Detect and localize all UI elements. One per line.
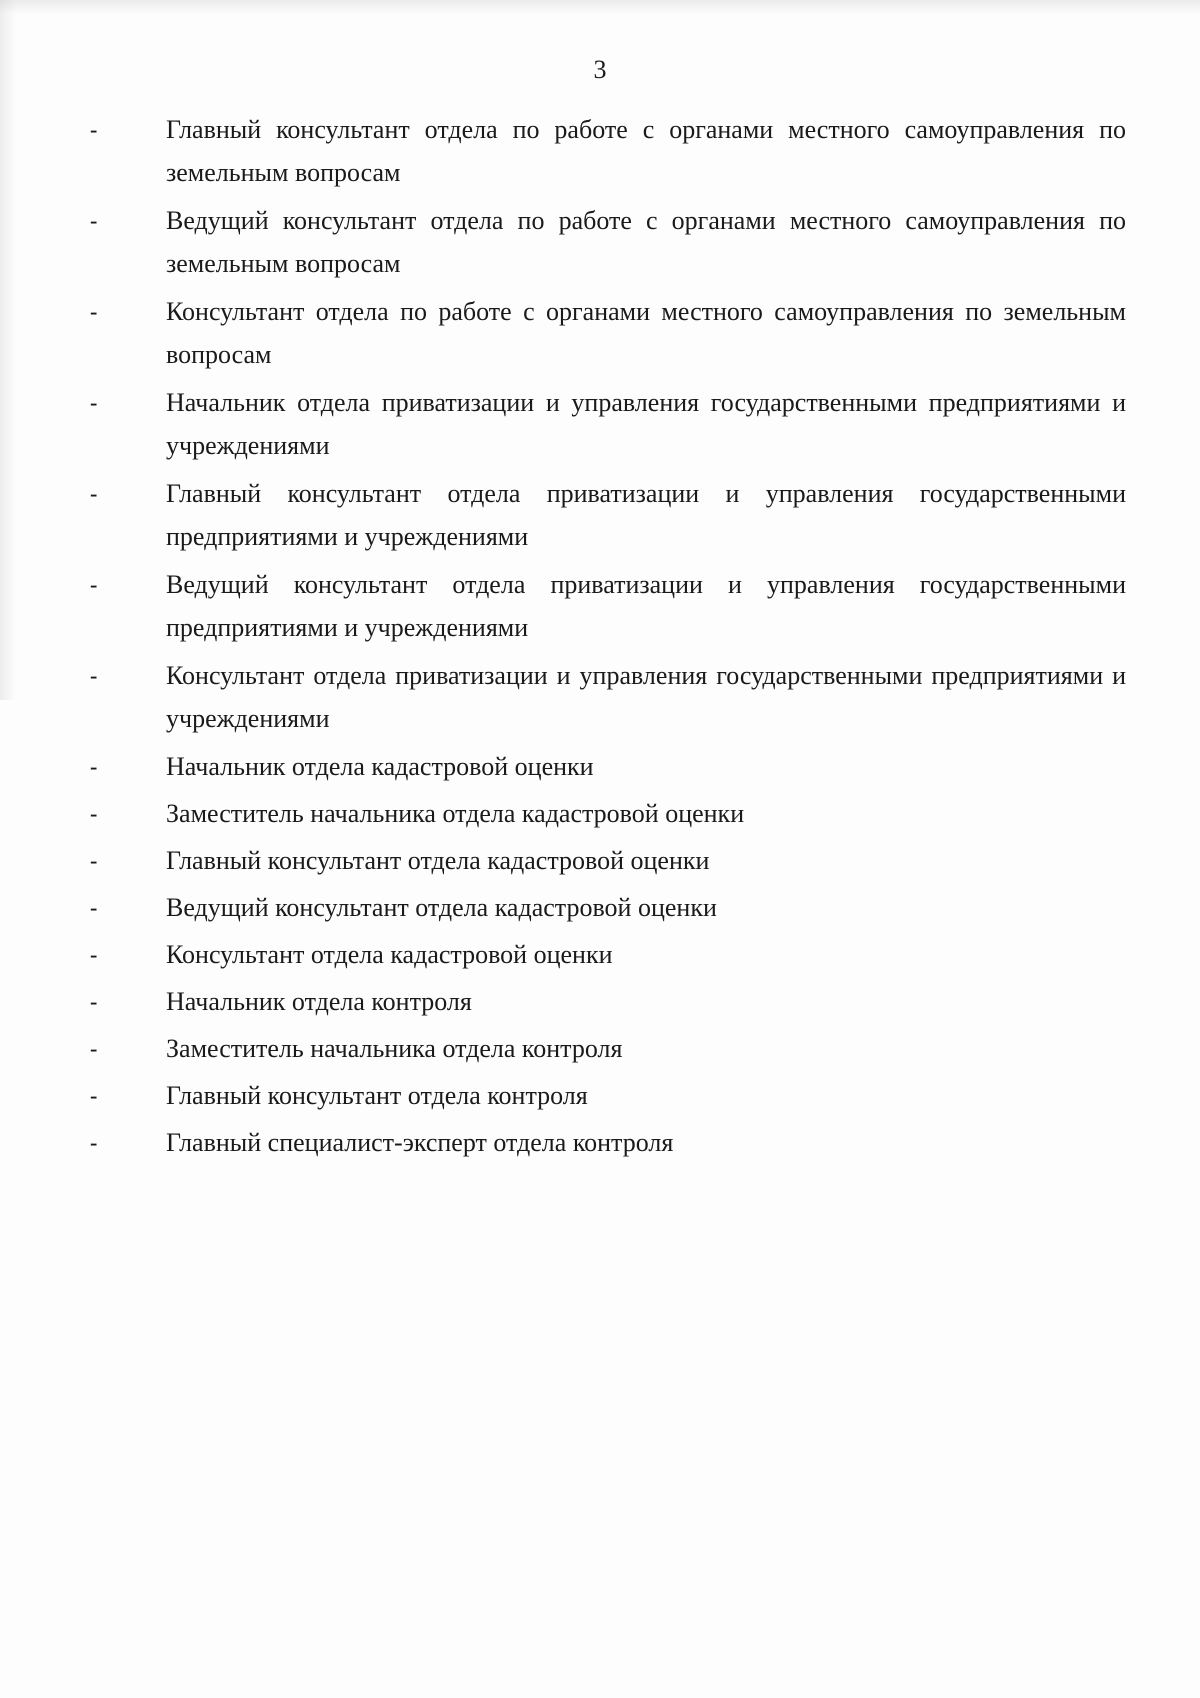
list-item-text: Начальник отдела приватизации и управления государственными предприятиями и учреждениями [166,388,1126,460]
list-item [90,1027,1126,1070]
list-item-text: Консультант отдела кадастровой оценки [166,940,613,969]
list-item-text: Ведущий консультант отдела приватизации и управления государственными предприятиями и учреждениями [166,570,1126,642]
position-list [0,108,1200,1168]
list-item-text: Ведущий консультант отдела кадастровой оценки [166,893,717,922]
list-item-text: Главный специалист-эксперт отдела контроля [166,1128,674,1157]
list-item [90,199,1126,285]
bullet-dash: - [90,117,98,142]
list-item-text: Начальник отдела контроля [166,987,472,1016]
list-item [90,563,1126,649]
list-item [90,108,1126,194]
list-item [90,933,1126,976]
bullet-dash: - [90,390,98,415]
page-number: 3 [593,55,607,84]
list-item-text: Главный консультант отдела кадастровой оценки [166,846,710,875]
bullet-dash: - [90,848,98,873]
bullet-dash: - [90,801,98,826]
bullet-dash: - [90,942,98,967]
bullet-dash: - [90,1130,98,1155]
list-item-text: Консультант отдела приватизации и управления государственными предприятиями и учреждениями [166,661,1126,733]
list-item-text: Ведущий консультант отдела по работе с органами местного самоуправления по земельным вопросам [166,206,1126,278]
list-item-text: Консультант отдела по работе с органами местного самоуправления по земельным вопросам [166,297,1126,369]
list-item [90,980,1126,1023]
list-item [90,745,1126,788]
list-item [90,1074,1126,1117]
list-item [90,472,1126,558]
bullet-dash: - [90,754,98,779]
list-item [90,654,1126,740]
list-item-text: Главный консультант отдела приватизации и управления государственными предприятиями и учреждениями [166,479,1126,551]
list-item-text: Начальник отдела кадастровой оценки [166,752,594,781]
bullet-dash: - [90,572,98,597]
list-item [90,792,1126,835]
bullet-dash: - [90,481,98,506]
bullet-dash: - [90,663,98,688]
list-item-text: Заместитель начальника отдела контроля [166,1034,623,1063]
list-item [90,381,1126,467]
bullet-dash: - [90,989,98,1014]
bullet-dash: - [90,1083,98,1108]
list-item-text: Главный консультант отдела контроля [166,1081,588,1110]
bullet-dash: - [90,208,98,233]
bullet-dash: - [90,1036,98,1061]
list-item [90,839,1126,882]
list-item-text: Заместитель начальника отдела кадастровой оценки [166,799,745,828]
bullet-dash: - [90,299,98,324]
scan-shadow-top [0,0,1200,14]
list-item [90,1121,1126,1164]
list-item-text: Главный консультант отдела по работе с органами местного самоуправления по земельным вопросам [166,115,1126,187]
list-item [90,886,1126,929]
bullet-dash: - [90,895,98,920]
list-item [90,290,1126,376]
